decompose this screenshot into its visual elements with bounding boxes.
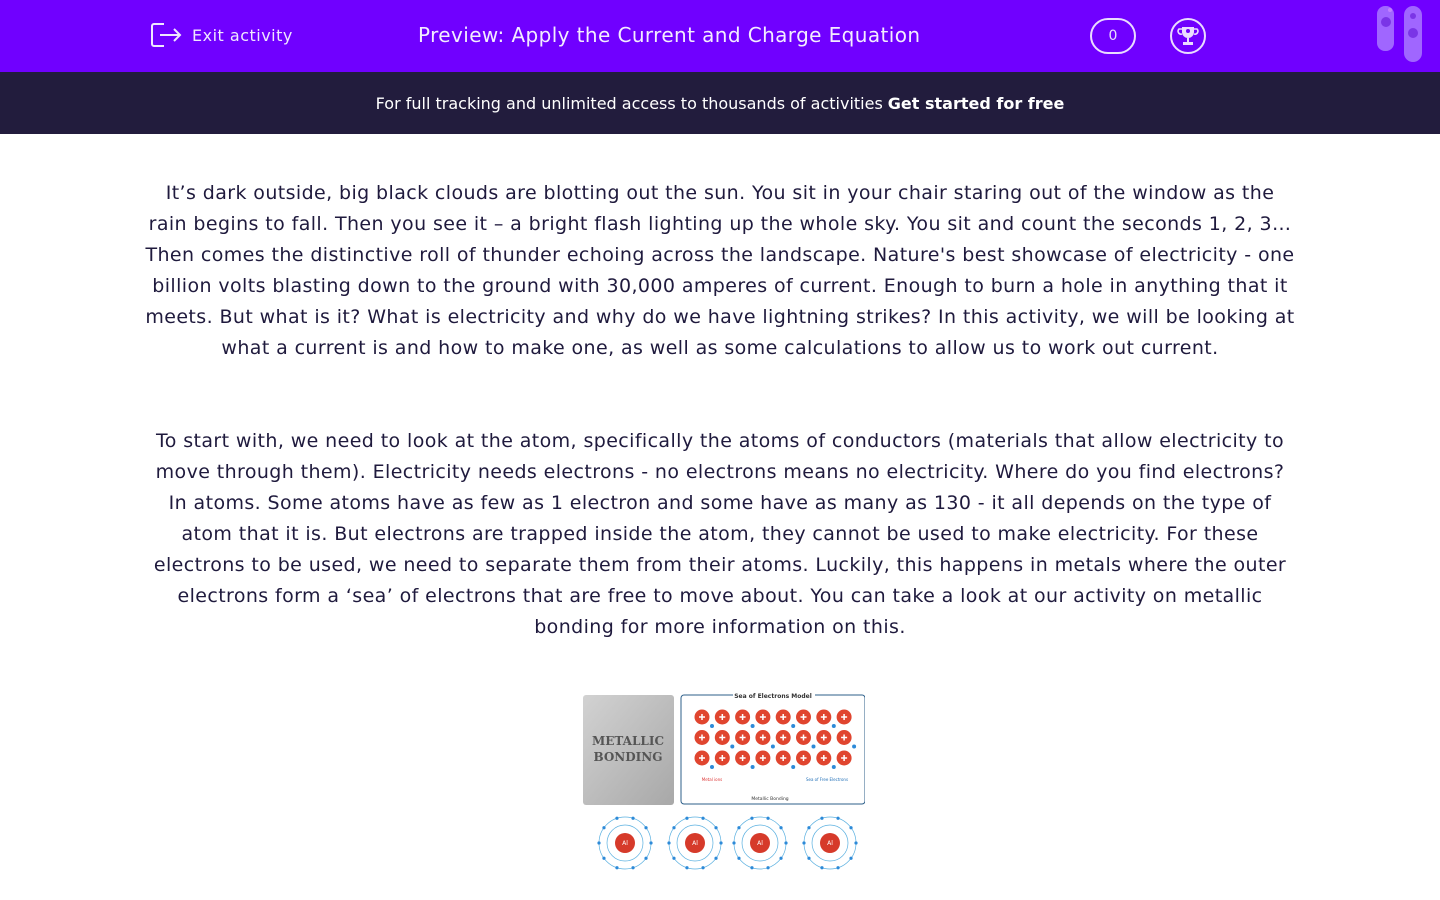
exit-icon bbox=[150, 22, 182, 48]
atom-paragraph: To start with, we need to look at the atom, specifically the atoms of conductors (materials that allow electricity to move through them). Electricity needs electrons - no electrons means no electricity. Where do you find electrons? In atoms. Some atoms have as few as 1 electron and some have as many as 130 - it all depends on the type of atom that it is. But electrons are trapped inside the atom, they cannot be used to make electricity. For these electrons to be used, we need to separate them from their atoms. Luckily, this happens in metals where the outer electrons form a ‘sea’ of electrons that are free to move about. You can take a look at our activity on metallic bonding for more information on this. bbox=[153, 430, 1287, 638]
top-bar bbox=[0, 0, 1440, 72]
free-electron bbox=[730, 745, 734, 749]
free-electron bbox=[710, 765, 714, 769]
svg-text:METALLIC: METALLIC bbox=[591, 734, 665, 748]
atom-symbol: Al bbox=[757, 840, 763, 847]
free-electron bbox=[710, 724, 714, 728]
free-electron bbox=[832, 765, 836, 769]
trophy-button[interactable] bbox=[1170, 18, 1206, 54]
model-frame bbox=[681, 695, 865, 804]
exit-activity-button[interactable] bbox=[150, 22, 293, 48]
svg-text:Metallic Bonding: Metallic Bonding bbox=[751, 797, 789, 802]
free-electron bbox=[791, 724, 795, 728]
svg-text:Sea of Free Electrons: Sea of Free Electrons bbox=[805, 777, 849, 782]
atom-symbol: Al bbox=[622, 840, 628, 847]
free-electron bbox=[812, 745, 816, 749]
atom-symbol: Al bbox=[692, 840, 698, 847]
metallic-bonding-image bbox=[575, 691, 865, 881]
get-started-link[interactable]: Get started for free bbox=[887, 93, 1065, 113]
signup-banner bbox=[0, 72, 1440, 134]
free-electron bbox=[771, 745, 775, 749]
trophy-icon bbox=[1177, 25, 1199, 47]
banner-text: For full tracking and unlimited access to thousands of activities bbox=[375, 93, 883, 113]
svg-text:Sea of Electrons Model: Sea of Electrons Model bbox=[734, 693, 812, 700]
free-electron bbox=[852, 745, 856, 749]
test-tubes-logo-icon bbox=[1376, 6, 1436, 64]
free-electron bbox=[791, 765, 795, 769]
atom-symbol: Al bbox=[827, 840, 833, 847]
free-electron bbox=[751, 765, 755, 769]
page-title: Preview: Apply the Current and Charge Equation bbox=[418, 23, 921, 47]
score-badge: 0 bbox=[1090, 18, 1136, 54]
free-electron bbox=[832, 724, 836, 728]
exit-label: Exit activity bbox=[192, 25, 293, 45]
activity-content bbox=[145, 178, 1295, 643]
free-electron bbox=[751, 724, 755, 728]
svg-text:Metal ions: Metal ions bbox=[701, 777, 723, 782]
svg-text:BONDING: BONDING bbox=[593, 750, 663, 764]
intro-paragraph: It’s dark outside, big black clouds are blotting out the sun. You sit in your chair staring out of the window as the rain begins to fall. Then you see it – a bright flash lighting up the whole sky. You sit and count the seconds 1, 2, 3… Then comes the distinctive roll of thunder echoing across the landscape. Nature's best showcase of electricity - one billion volts blasting down to the ground with 30,000 amperes of current. Enough to burn a hole in anything that it meets. But what is it? What is electricity and why do we have lightning strikes? In this activity, we will be looking at what a current is and how to make one, as well as some calculations to allow us to work out current. bbox=[145, 182, 1295, 359]
